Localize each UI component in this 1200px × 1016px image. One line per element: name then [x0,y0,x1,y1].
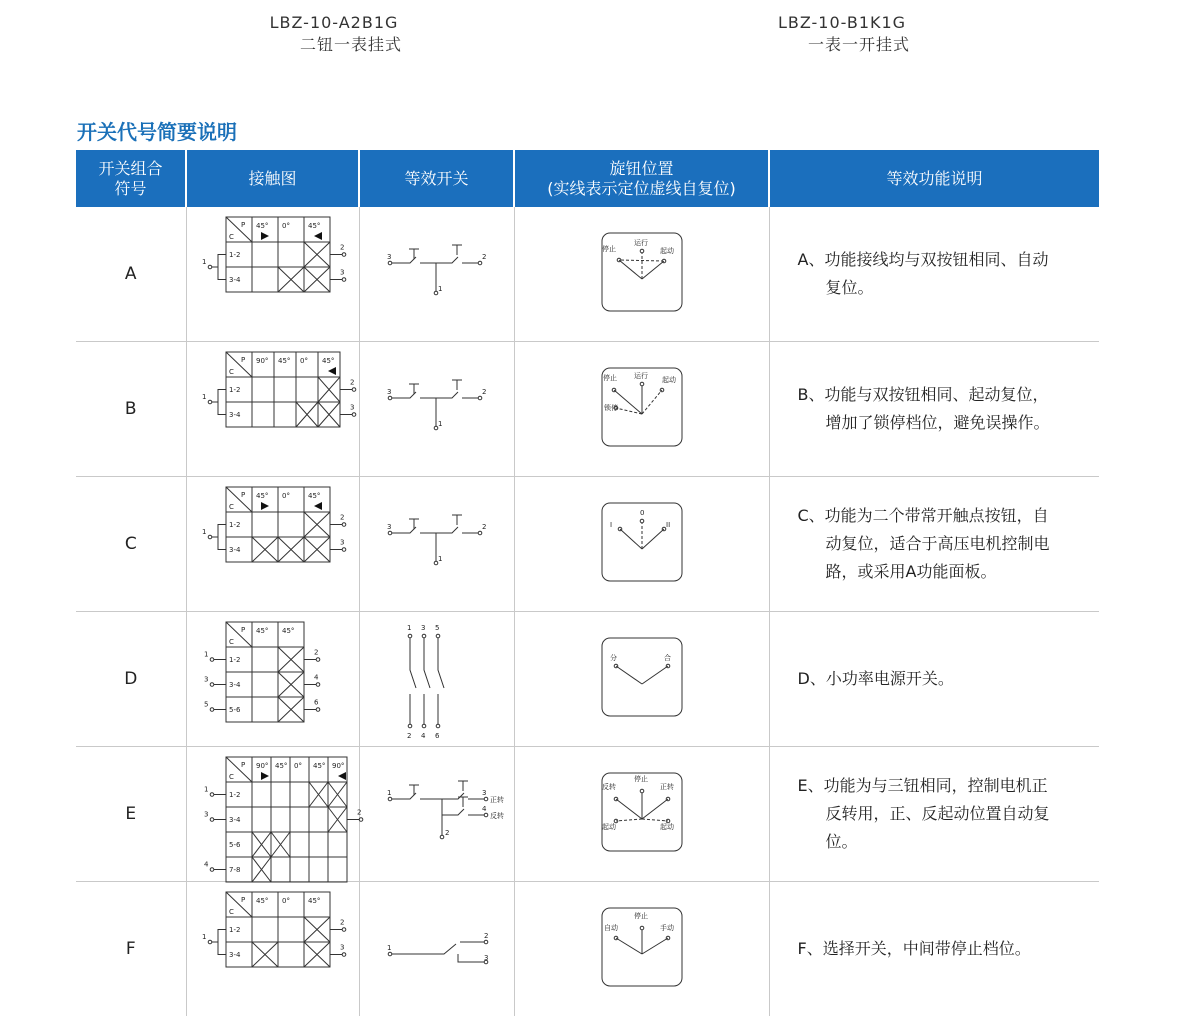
svg-text:90°: 90° [256,357,268,365]
svg-text:3: 3 [484,954,488,962]
svg-text:90°: 90° [256,762,268,770]
svg-text:7-8: 7-8 [229,866,240,874]
svg-text:2: 2 [314,649,318,657]
svg-text:1: 1 [387,944,391,952]
svg-text:45°: 45° [256,897,268,905]
svg-text:45°: 45° [308,222,320,230]
svg-text:45°: 45° [256,627,268,635]
svg-text:2: 2 [340,514,344,522]
knob-position-diagram-svg [600,636,684,718]
svg-text:C: C [229,233,234,241]
svg-text:45°: 45° [278,357,290,365]
knob-position-diagram-svg [600,501,684,583]
svg-text:分: 分 [610,653,617,662]
svg-text:C: C [229,503,234,511]
svg-text:1: 1 [204,786,208,794]
svg-text:1: 1 [202,528,206,536]
model-left [266,12,402,56]
svg-text:P: P [241,221,245,229]
svg-text:45°: 45° [308,897,320,905]
svg-text:0°: 0° [300,357,308,365]
equivalent-switch-diagram-svg [362,612,512,742]
svg-text:停止: 停止 [634,774,648,783]
equivalent-switch-diagram [359,342,514,477]
description-line: 反转用，正、反起动位置自动复 [798,800,1100,828]
equivalent-switch-diagram-svg [362,747,512,877]
contact-diagram [186,342,359,477]
description-line: 路，或采用A功能面板。 [798,558,1100,586]
description-line: 动复位，适合于高压电机控制电 [798,530,1100,558]
function-description [769,207,1099,342]
svg-text:45°: 45° [256,222,268,230]
svg-text:0: 0 [640,509,644,517]
header-equivalent-switch: 等效开关 [359,150,514,207]
contact-diagram-svg [188,477,358,607]
function-description [769,612,1099,747]
svg-text:2: 2 [340,919,344,927]
svg-text:5-6: 5-6 [229,841,241,849]
svg-text:3: 3 [204,811,208,819]
svg-text:3: 3 [421,624,425,632]
description-line: B、功能与双按钮相同、起动复位， [798,381,1100,409]
contact-diagram-svg [188,747,358,877]
svg-text:3: 3 [340,539,344,547]
svg-text:5: 5 [435,624,439,632]
svg-text:1: 1 [202,393,206,401]
svg-text:1-2: 1-2 [229,251,240,259]
knob-position-diagram-svg [600,366,684,448]
table-row [76,342,1099,477]
svg-text:5-6: 5-6 [229,706,241,714]
svg-text:1: 1 [438,420,442,428]
function-description [769,342,1099,477]
svg-text:2: 2 [482,253,486,261]
switch-code: A [76,207,186,342]
svg-text:0°: 0° [282,492,290,500]
svg-text:1: 1 [204,651,208,659]
svg-text:3: 3 [387,253,391,261]
svg-text:C: C [229,368,234,376]
svg-text:5: 5 [204,701,208,709]
svg-text:0°: 0° [282,222,290,230]
contact-diagram-svg [188,342,358,472]
svg-text:3: 3 [387,523,391,531]
svg-text:1-2: 1-2 [229,926,240,934]
svg-text:2: 2 [482,523,486,531]
knob-position-diagram [514,342,769,477]
contact-diagram [186,882,359,1016]
svg-text:起动: 起动 [660,246,674,255]
model-desc: 一表一开挂式 [774,34,910,56]
table-row [76,882,1099,1016]
svg-text:2: 2 [350,379,354,387]
svg-text:45°: 45° [322,357,334,365]
svg-text:停止: 停止 [602,244,616,253]
header-function: 等效功能说明 [769,150,1099,207]
svg-text:运行: 运行 [634,371,648,380]
contact-diagram [186,477,359,612]
equivalent-switch-diagram [359,477,514,612]
svg-text:2: 2 [445,829,449,837]
model-right [774,12,910,56]
table-row [76,612,1099,747]
svg-text:2: 2 [407,732,411,740]
svg-text:1-2: 1-2 [229,521,240,529]
table-row [76,747,1099,882]
knob-position-diagram-svg [600,231,684,313]
svg-text:6: 6 [314,699,319,707]
svg-text:正转: 正转 [490,795,504,804]
knob-position-diagram [514,207,769,342]
svg-text:P: P [241,356,245,364]
svg-text:正转: 正转 [660,782,674,791]
svg-text:I: I [610,521,612,529]
svg-text:2: 2 [357,809,361,817]
switch-code-table [76,150,1099,1016]
svg-text:II: II [666,521,670,529]
svg-text:C: C [229,773,234,781]
description-line: 位。 [798,828,1100,856]
svg-text:3-4: 3-4 [229,411,241,419]
equivalent-switch-diagram-svg [362,207,512,337]
svg-text:1-2: 1-2 [229,656,240,664]
svg-text:3-4: 3-4 [229,546,241,554]
svg-text:3: 3 [482,789,486,797]
switch-code: D [76,612,186,747]
svg-text:45°: 45° [275,762,287,770]
svg-text:1: 1 [407,624,411,632]
svg-text:90°: 90° [332,762,344,770]
svg-text:3: 3 [387,388,391,396]
equivalent-switch-diagram-svg [362,477,512,607]
contact-diagram-svg [188,612,358,742]
knob-position-diagram [514,747,769,882]
description-line: D、小功率电源开关。 [798,665,1100,693]
svg-text:起动: 起动 [660,822,674,831]
svg-text:P: P [241,626,245,634]
function-description [769,747,1099,882]
switch-code: B [76,342,186,477]
equivalent-switch-diagram-svg [362,342,512,472]
svg-text:1: 1 [438,285,442,293]
svg-text:2: 2 [340,244,344,252]
svg-text:45°: 45° [313,762,325,770]
svg-text:1: 1 [202,258,206,266]
description-line: 复位。 [798,274,1100,302]
header-contact-diagram: 接触图 [186,150,359,207]
svg-text:6: 6 [435,732,440,740]
function-description [769,882,1099,1016]
svg-text:3-4: 3-4 [229,951,241,959]
contact-diagram [186,207,359,342]
svg-text:自动: 自动 [604,923,618,932]
svg-text:1: 1 [438,555,442,563]
switch-code: E [76,747,186,882]
svg-text:P: P [241,491,245,499]
svg-text:运行: 运行 [634,238,648,247]
knob-position-diagram [514,477,769,612]
svg-text:P: P [241,761,245,769]
equivalent-switch-diagram-svg [362,882,512,1012]
svg-text:手动: 手动 [660,923,674,932]
svg-text:3-4: 3-4 [229,681,241,689]
svg-text:4: 4 [482,805,487,813]
svg-text:1: 1 [202,933,206,941]
svg-text:起动: 起动 [662,375,676,384]
knob-position-diagram [514,612,769,747]
svg-text:P: P [241,896,245,904]
svg-text:4: 4 [421,732,426,740]
knob-position-diagram [514,882,769,1016]
table-row [76,207,1099,342]
svg-text:1: 1 [387,789,391,797]
table-row [76,477,1099,612]
header-knob-position: 旋钮位置 (实线表示定位虚线自复位) [514,150,769,207]
contact-diagram-svg [188,882,358,1012]
contact-diagram [186,747,359,882]
knob-position-diagram-svg [600,771,684,853]
section-title: 开关代号简要说明 [77,116,237,145]
svg-text:4: 4 [314,674,319,682]
svg-text:3-4: 3-4 [229,276,241,284]
contact-diagram-svg [188,207,358,337]
svg-text:0°: 0° [282,897,290,905]
svg-text:3: 3 [340,944,344,952]
svg-text:C: C [229,908,234,916]
description-line: 增加了锁停档位，避免误操作。 [798,409,1100,437]
svg-text:反转: 反转 [490,811,504,820]
model-code: LBZ-10-B1K1G [774,12,910,34]
svg-text:4: 4 [204,861,209,869]
function-description [769,477,1099,612]
svg-text:反转: 反转 [602,782,616,791]
svg-text:锁停: 锁停 [604,403,618,412]
svg-text:2: 2 [482,388,486,396]
svg-text:3: 3 [340,269,344,277]
svg-text:0°: 0° [294,762,302,770]
svg-text:45°: 45° [282,627,294,635]
description-line: F、选择开关，中间带停止档位。 [798,935,1100,963]
svg-text:停止: 停止 [603,373,617,382]
svg-text:停止: 停止 [634,911,648,920]
svg-text:3: 3 [350,404,354,412]
svg-text:合: 合 [664,653,671,662]
svg-text:1-2: 1-2 [229,791,240,799]
equivalent-switch-diagram [359,207,514,342]
svg-text:45°: 45° [256,492,268,500]
model-code: LBZ-10-A2B1G [266,12,402,34]
header-code: 开关组合 符号 [76,150,186,207]
description-line: A、功能接线均与双按钮相同、自动 [798,246,1100,274]
knob-position-diagram-svg [600,906,684,988]
svg-text:2: 2 [484,932,488,940]
model-desc: 二钮一表挂式 [266,34,402,56]
switch-code: F [76,882,186,1016]
switch-code: C [76,477,186,612]
svg-text:1-2: 1-2 [229,386,240,394]
table-header-row [76,150,1099,207]
svg-text:45°: 45° [308,492,320,500]
contact-diagram [186,612,359,747]
svg-text:3-4: 3-4 [229,816,241,824]
equivalent-switch-diagram [359,612,514,747]
svg-text:C: C [229,638,234,646]
description-line: C、功能为二个带常开触点按钮，自 [798,502,1100,530]
equivalent-switch-diagram [359,882,514,1016]
svg-text:起动: 起动 [602,822,616,831]
description-line: E、功能为与三钮相同，控制电机正 [798,772,1100,800]
svg-text:3: 3 [204,676,208,684]
equivalent-switch-diagram [359,747,514,882]
